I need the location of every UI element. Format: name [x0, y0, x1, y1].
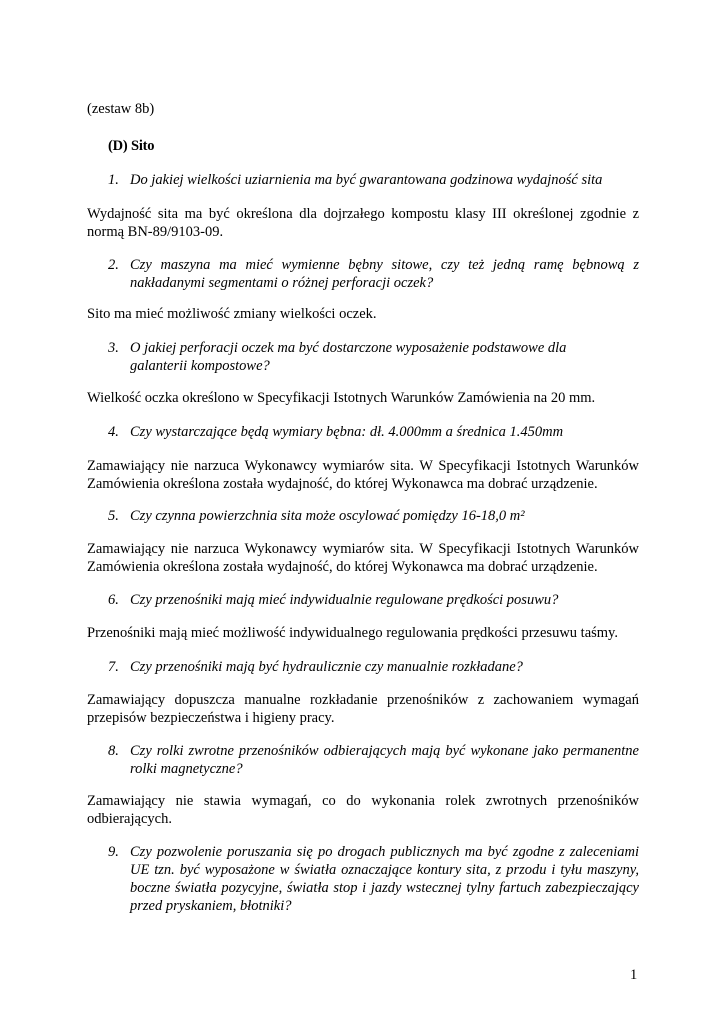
- question-number: 1.: [108, 172, 119, 188]
- question-1: [108, 171, 639, 189]
- question-5: [108, 507, 639, 525]
- answer-7: Zamawiający dopuszcza manualne rozkładanie przenośników z zachowaniem wymagań przepisów bezpieczeństwa i higieny pracy.: [87, 692, 639, 726]
- question-9: [108, 843, 639, 915]
- question-text: Czy przenośniki mają być hydraulicznie czy manualnie rozkładane?: [130, 659, 523, 675]
- question-3: [108, 339, 593, 375]
- question-text: Czy czynna powierzchnia sita może oscylować pomiędzy 16-18,0 m²: [130, 508, 525, 524]
- answer-1: Wydajność sita ma być określona dla dojrzałego kompostu klasy III określonej zgodnie z normą BN-89/9103-09.: [87, 206, 639, 240]
- question-4: [108, 423, 639, 441]
- question-number: 6.: [108, 592, 119, 608]
- answer-5: Zamawiający nie narzuca Wykonawcy wymiarów sita. W Specyfikacji Istotnych Warunków Zamówienia określona została wydajność, do której Wykonawca ma dobrać urządzenie.: [87, 541, 639, 575]
- question-text: Czy wystarczające będą wymiary bębna: dł. 4.000mm a średnica 1.450mm: [130, 424, 564, 440]
- question-number: 2.: [108, 257, 119, 273]
- question-text: Do jakiej wielkości uziarnienia ma być gwarantowana godzinowa wydajność sita: [130, 172, 603, 188]
- page-number: 1: [630, 967, 638, 983]
- question-text: O jakiej perforacji oczek ma być dostarczone wyposażenie podstawowe dla galanterii kompostowe?: [130, 340, 567, 374]
- set-label: (zestaw 8b): [87, 101, 155, 117]
- question-number: 3.: [108, 340, 119, 356]
- question-text: Czy pozwolenie poruszania się po drogach publicznych ma być zgodne z zaleceniami UE tzn. być wyposażone w światła oznaczające kontury sita, z przodu i tyłu maszyny, boczne światła pozycyjne, światła stop i jazdy wstecznej tylny fartuch zabezpieczający przed pryskaniem, błotniki?: [130, 844, 639, 914]
- answer-8: Zamawiający nie stawia wymagań, co do wykonania rolek zwrotnych przenośników odbierających.: [87, 793, 639, 827]
- question-7: [108, 658, 639, 676]
- answer-3: Wielkość oczka określono w Specyfikacji Istotnych Warunków Zamówienia na 20 mm.: [87, 390, 596, 406]
- question-text: Czy przenośniki mają mieć indywidualnie regulowane prędkości posuwu?: [130, 592, 559, 608]
- question-number: 9.: [108, 844, 119, 860]
- question-2: [108, 256, 639, 292]
- answer-4: Zamawiający nie narzuca Wykonawcy wymiarów sita. W Specyfikacji Istotnych Warunków Zamówienia określona została wydajność, do której Wykonawca ma dobrać urządzenie.: [87, 458, 639, 492]
- section-title: (D) Sito: [108, 138, 155, 154]
- question-number: 7.: [108, 659, 119, 675]
- answer-2: Sito ma mieć możliwość zmiany wielkości oczek.: [87, 306, 377, 322]
- question-6: [108, 591, 639, 609]
- question-number: 4.: [108, 424, 119, 440]
- question-text: Czy rolki zwrotne przenośników odbierających mają być wykonane jako permanentne rolki magnetyczne?: [130, 743, 639, 777]
- question-text: Czy maszyna ma mieć wymienne bębny sitowe, czy też jedną ramę bębnową z nakładanymi segmentami o różnej perforacji oczek?: [130, 257, 639, 291]
- question-number: 8.: [108, 743, 119, 759]
- question-number: 5.: [108, 508, 119, 524]
- question-8: [108, 742, 639, 778]
- answer-6: Przenośniki mają mieć możliwość indywidualnego regulowania prędkości przesuwu taśmy.: [87, 625, 618, 641]
